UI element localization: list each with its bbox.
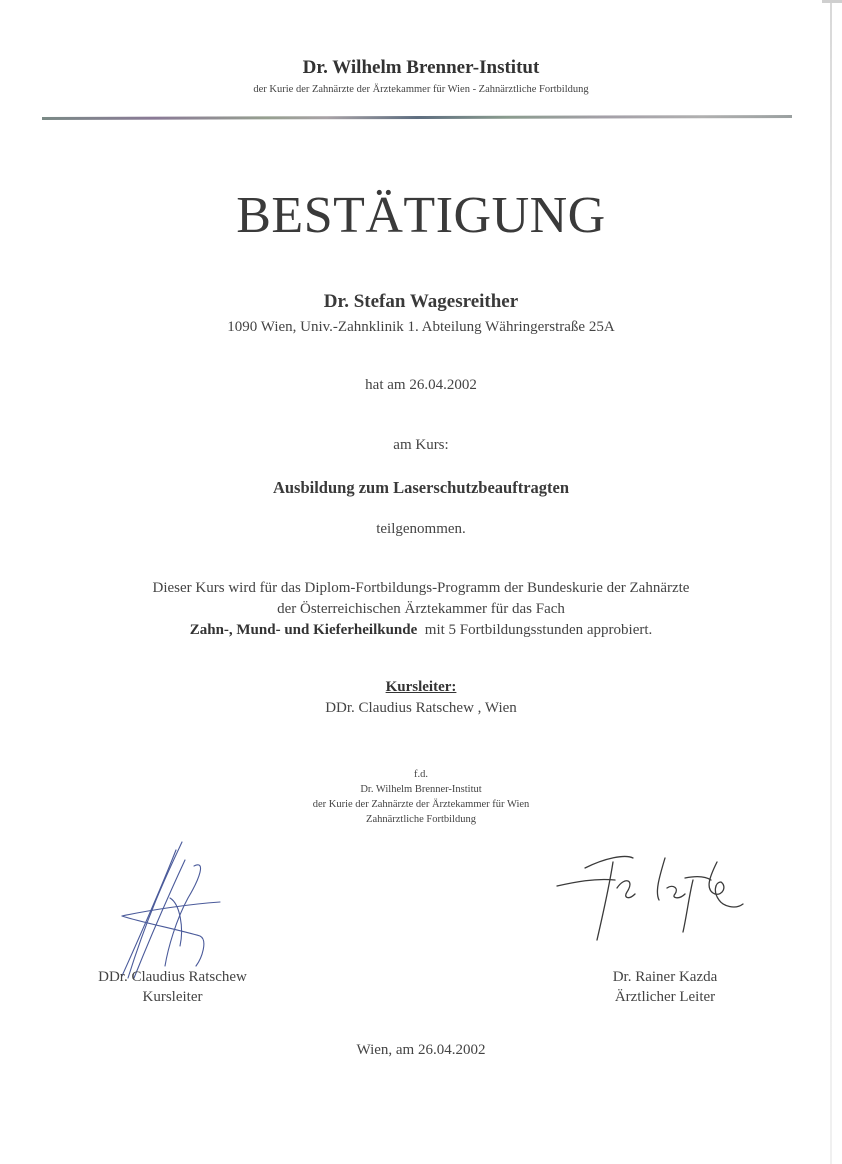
signature-right-icon <box>555 848 755 948</box>
course-leader-name: DDr. Claudius Ratschew , Wien <box>325 700 517 716</box>
recipient-address: 1090 Wien, Univ.-Zahnklinik 1. Abteilung Währingerstraße 25A <box>227 319 615 335</box>
course-name: Ausbildung zum Laserschutzbeauftragten <box>272 478 570 497</box>
approval-hours-text: mit 5 Fortbildungsstunden approbiert. <box>417 622 653 638</box>
diploma-text-line-1: Dieser Kurs wird für das Diplom-Fortbildungs-Programm der Bundeskurie der Zahnärzte <box>152 580 690 596</box>
course-leader-label: Kursleiter: <box>385 679 457 695</box>
diploma-text-line-3 <box>0 622 842 639</box>
on-behalf-institute: Dr. Wilhelm Brenner-Institut <box>360 784 482 795</box>
signatory-right-name: Dr. Rainer Kazda <box>612 969 718 985</box>
institute-subtitle: der Kurie der Zahnärzte der Ärztekammer für Wien - Zahnärztliche Fortbildung <box>253 84 589 95</box>
signatory-right-role: Ärztlicher Leiter <box>614 989 716 1005</box>
scan-page-corner <box>822 0 842 3</box>
document-title: BESTÄTIGUNG <box>236 187 606 244</box>
diploma-text-line-2: der Österreichischen Ärztekammer für das Fach <box>277 601 565 617</box>
participated-text: teilgenommen. <box>376 521 466 537</box>
on-behalf-label: f.d. <box>414 769 428 780</box>
signatory-right <box>580 967 750 1007</box>
signatory-left-role: Kursleiter <box>142 989 203 1005</box>
on-behalf-department: Zahnärztliche Fortbildung <box>366 814 476 825</box>
signatory-left <box>80 967 265 1007</box>
attendance-date: hat am 26.04.2002 <box>365 377 477 393</box>
place-and-date: Wien, am 26.04.2002 <box>356 1042 486 1058</box>
on-behalf-kurie: der Kurie der Zahnärzte der Ärztekammer für Wien <box>312 799 530 810</box>
course-intro: am Kurs: <box>393 437 449 453</box>
recipient-name: Dr. Stefan Wagesreither <box>323 291 519 312</box>
signature-left-icon <box>110 838 230 983</box>
header-divider <box>42 115 792 120</box>
institute-name: Dr. Wilhelm Brenner-Institut <box>302 57 540 78</box>
subject-name: Zahn-, Mund- und Kieferheilkunde <box>189 622 418 638</box>
signatory-left-name: DDr. Claudius Ratschew <box>98 969 247 985</box>
